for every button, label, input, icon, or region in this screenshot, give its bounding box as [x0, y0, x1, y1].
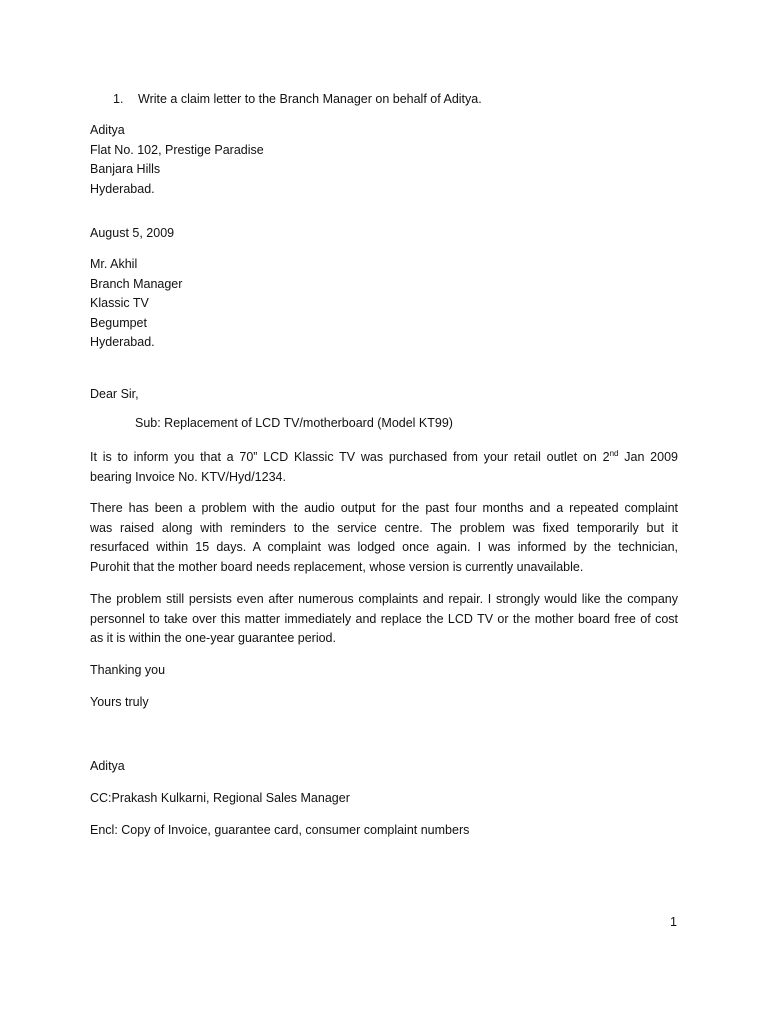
sender-line1: Flat No. 102, Prestige Paradise — [90, 142, 264, 157]
recipient-company: Klassic TV — [90, 296, 149, 310]
enclosures-line: Encl: Copy of Invoice, guarantee card, consumer complaint numbers — [90, 823, 470, 837]
recipient-area: Begumpet — [90, 315, 147, 330]
paragraph-purchase — [90, 448, 678, 487]
closing-yours: Yours truly — [90, 695, 149, 709]
paragraph-line: personnel to take over this matter immediately and replace the LCD TV or the mother board free of cost — [90, 611, 678, 626]
cc-line: CC:Prakash Kulkarni, Regional Sales Manager — [90, 791, 350, 805]
closing-thanks: Thanking you — [90, 663, 166, 677]
purchase-date-text: Jan 2009 — [618, 450, 678, 464]
letter-date: August 5, 2009 — [90, 226, 175, 240]
paragraph-line: as it is within the one-year guarantee period. — [90, 631, 336, 645]
sender-name: Aditya — [90, 123, 125, 137]
page-number: 1 — [670, 915, 677, 929]
recipient-address — [90, 255, 182, 353]
paragraph-line: was raised along with reminders to the service centre. The problem was fixed temporarily but it — [90, 520, 678, 535]
ordinal-suffix: nd — [609, 449, 619, 458]
sender-line2: Banjara Hills — [90, 162, 161, 176]
sender-address — [90, 121, 264, 199]
paragraph-line: Purohit that the mother board needs replacement, whose version is currently unavailable. — [90, 559, 584, 574]
task-number: 1. — [113, 92, 124, 106]
subject-line: Sub: Replacement of LCD TV/motherboard (Model KT99) — [135, 416, 453, 430]
paragraph-problem — [90, 499, 678, 577]
paragraph-line: The problem still persists even after numerous complaints and repair. I strongly would like the company — [90, 592, 678, 606]
task-instruction: Write a claim letter to the Branch Manager on behalf of Aditya. — [138, 92, 482, 106]
paragraph-request — [90, 590, 678, 649]
paragraph-line: resurfaced within 15 days. A complaint was lodged once again. I was informed by the technician, — [90, 540, 678, 554]
paragraph-line: There has been a problem with the audio output for the past four months and a repeated complaint — [90, 501, 678, 515]
sender-line3: Hyderabad. — [90, 181, 155, 196]
purchase-text: It is to inform you that a 70” LCD Klassic TV was purchased from your retail outlet on 2 — [90, 450, 610, 464]
recipient-city: Hyderabad. — [90, 335, 155, 349]
recipient-name: Mr. Akhil — [90, 257, 138, 271]
paragraph-line — [90, 448, 678, 468]
signature-name: Aditya — [90, 759, 125, 773]
recipient-title: Branch Manager — [90, 276, 183, 291]
salutation: Dear Sir, — [90, 387, 139, 401]
paragraph-line: bearing Invoice No. KTV/Hyd/1234. — [90, 469, 286, 484]
